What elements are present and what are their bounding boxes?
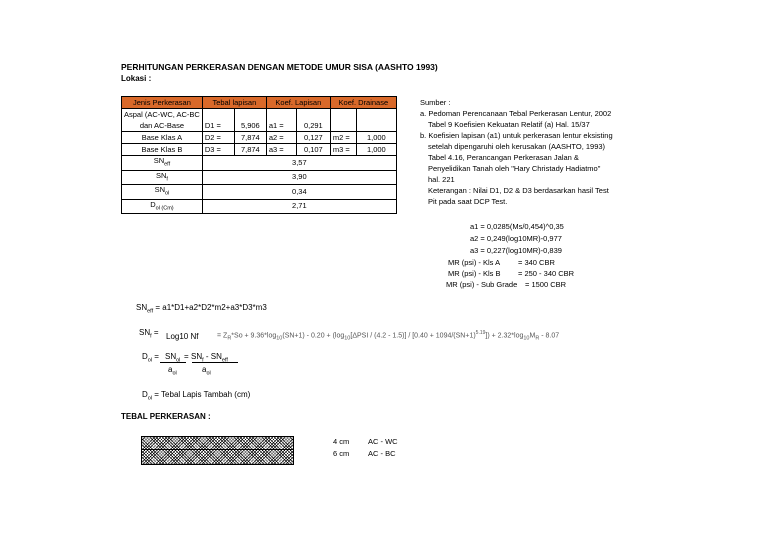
cell-m1-label — [330, 109, 356, 132]
header-koef-drainase: Koef. Drainase — [330, 97, 396, 109]
mr-value: = 250 - 340 CBR — [518, 269, 575, 278]
d-ol-def-sub: ol — [147, 395, 153, 402]
table-row — [122, 109, 397, 132]
layer-name: AC - WC — [368, 437, 398, 446]
location-label: Lokasi : — [121, 74, 152, 83]
d-ol-den2-sub: ol — [206, 370, 211, 377]
sn-f-sub: f — [166, 176, 168, 182]
header-koef-lapisan: Koef. Lapisan — [266, 97, 330, 109]
mr-value: = 1500 CBR — [525, 280, 567, 289]
cell-m2-label: m2 = — [330, 132, 356, 144]
cell-m3-value: 1,000 — [356, 144, 396, 156]
source-line: b. Koefisien lapisan (a1) untuk perkerasan lentur eksisting — [420, 131, 613, 140]
aashto-part: M — [529, 332, 536, 340]
sn-eff-sub: eff — [164, 161, 171, 168]
d-ol-lhs: D — [142, 352, 148, 361]
mr-label: MR (psi) - Kls A — [448, 258, 501, 267]
formula-a2: a2 = 0,249(log10MR)-0,977 — [470, 234, 562, 243]
formula-a3: a3 = 0,227(log10MR)-0,839 — [470, 246, 562, 255]
row-label-aspal-line1: Aspal (AC-WC, AC-BC — [124, 110, 200, 119]
source-line: Tabel 9 Koefisien Kekuatan Relatif (a) Hal. 15/37 — [428, 120, 590, 129]
sources-block — [420, 97, 613, 207]
formula-sn-f-lhs — [139, 328, 159, 340]
fraction-bar-1 — [160, 362, 186, 363]
table-row — [122, 199, 397, 214]
cell-m1-value — [356, 109, 396, 132]
table-header-row — [122, 97, 397, 109]
cell-d1-value: 5,906 — [234, 109, 266, 132]
cell-m2-value: 1,000 — [356, 132, 396, 144]
layer-divider — [141, 449, 294, 450]
mr-row — [446, 280, 517, 289]
sn-eff-text: SN — [153, 156, 165, 165]
source-line: setelah dipengaruhi oleh kerusakan (AASHTO, 1993) — [428, 142, 606, 151]
label-sn-eff — [122, 156, 203, 171]
cell-d3-value: 7,874 — [234, 144, 266, 156]
formula-a1: a1 = 0,0285(Ms/0,454)^0,35 — [470, 222, 564, 231]
d-ol-eq1: = — [154, 352, 159, 361]
source-line: Keterangan : Nilai D1, D2 & D3 berdasarkan hasil Test — [428, 186, 609, 195]
cell-a3-label: a3 = — [266, 144, 296, 156]
d-ol-minus: - SN — [203, 352, 222, 361]
aashto-part: = Z — [217, 332, 228, 340]
pavement-layer-hatch — [141, 436, 294, 465]
cell-a1-label: a1 = — [266, 109, 296, 132]
d-ol-minus-sub: eff — [221, 357, 228, 364]
d-ol-text: D — [150, 199, 156, 209]
formula-d-ol — [142, 352, 159, 364]
d-ol-def-lhs: D — [142, 390, 148, 399]
d-ol-den1: a — [168, 365, 173, 374]
sn-f-lhs-sub: f — [150, 333, 152, 340]
pavement-table — [121, 96, 397, 214]
aashto-part: (SN+1) - 0.20 + (log — [282, 332, 345, 340]
tebal-heading: TEBAL PERKERASAN : — [121, 412, 211, 421]
source-line: hal. 221 — [428, 175, 455, 184]
value-sn-ol: 0,34 — [202, 185, 396, 200]
aashto-part: [ΔPSI / (4.2 - 1.5)] / [0.40 + 1094/(SN+1) — [350, 332, 476, 340]
row-label-base-a: Base Klas A — [122, 132, 203, 144]
cell-d2-label: D2 = — [202, 132, 234, 144]
source-line: Penyelidikan Tanah oleh "Hary Christady Hadiatmo" — [428, 164, 601, 173]
d-ol-num2-sub: f — [202, 357, 204, 364]
value-d-ol: 2,71 — [202, 199, 396, 214]
header-jenis: Jenis Perkerasan — [122, 97, 203, 109]
d-ol-lhs-sub: ol — [147, 357, 153, 364]
formula-aashto: = $Z_R*So + 9.36*\log_{10}(SN+1) - 0.20 + (\log_{10}[\Delta PSI / (4.2 - 1.5)] / [0.40 + 1094/(SN+1)^{5.19}]) + 2.32*\log_{10}M_R - 8.07$ — [217, 330, 560, 342]
row-label-aspal-line2: dan AC-Base — [139, 121, 185, 130]
d-ol-definition — [142, 390, 250, 402]
sn-eff-lhs-sub: eff — [147, 308, 154, 315]
cell-a1-value: 0,291 — [296, 109, 330, 132]
d-ol-denominator2 — [202, 365, 211, 377]
row-label-aspal — [122, 109, 203, 132]
d-ol-def-rhs: = Tebal Lapis Tambah (cm) — [154, 390, 251, 399]
page-title: PERHITUNGAN PERKERASAN DENGAN METODE UMUR SISA (AASHTO 1993) — [121, 62, 438, 72]
table-row — [122, 144, 397, 156]
cell-a2-value: 0,127 — [296, 132, 330, 144]
d-ol-denominator1 — [168, 365, 177, 377]
formula-log-nf: Log10 Nf — [166, 332, 199, 341]
sn-ol-text: SN — [154, 185, 165, 194]
source-line: a. Pedoman Perencanaan Tebal Perkerasan Lentur, 2002 — [420, 109, 612, 118]
fraction-bar-2 — [192, 362, 238, 363]
sources-heading: Sumber : — [420, 98, 451, 107]
formula-sn-eff — [136, 303, 267, 315]
mr-label: MR (psi) - Kls B — [448, 269, 501, 278]
label-d-ol — [122, 199, 203, 214]
mr-label: MR (psi) - Sub Grade — [446, 280, 518, 289]
d-ol-num1: SN — [165, 352, 177, 361]
mr-row — [448, 269, 501, 278]
source-line: Tabel 4.16, Perancangan Perkerasan Jalan & — [428, 153, 579, 162]
d-ol-eq2: = — [184, 352, 189, 361]
sn-ol-sub: ol — [164, 190, 170, 197]
sn-f-eq: = — [153, 328, 159, 337]
d-ol-num2: SN — [191, 352, 203, 361]
layer-thickness: 4 cm — [333, 437, 350, 446]
sn-eff-rhs: = a1*D1+a2*D2*m2+a3*D3*m3 — [155, 303, 267, 312]
aashto-part: ]) + 2.32*log — [485, 332, 524, 340]
sn-f-text: SN — [155, 170, 167, 180]
layer-name: AC - BC — [368, 449, 396, 458]
mr-row — [448, 258, 500, 267]
table-row — [122, 185, 397, 200]
cell-d2-value: 7,874 — [234, 132, 266, 144]
value-sn-eff: 3,57 — [202, 156, 396, 171]
cell-d1-label: D1 = — [202, 109, 234, 132]
value-sn-f: 3,90 — [202, 170, 396, 185]
cell-d3-label: D3 = — [202, 144, 234, 156]
mr-value: = 340 CBR — [518, 258, 555, 267]
sn-f-lhs-text: SN — [139, 328, 151, 337]
table-row — [122, 156, 397, 171]
table-row — [122, 170, 397, 185]
aashto-part: *So + 9.36*log — [231, 332, 277, 340]
d-ol-den1-sub: ol — [172, 370, 177, 377]
d-ol-sub: ol (Cm) — [155, 205, 174, 211]
cell-m3-label: m3 = — [330, 144, 356, 156]
aashto-part: - 8.07 — [539, 332, 560, 340]
d-ol-den2: a — [202, 365, 207, 374]
source-line: Pit pada saat DCP Test. — [428, 197, 508, 206]
cell-a3-value: 0,107 — [296, 144, 330, 156]
table-row — [122, 132, 397, 144]
cell-a2-label: a2 = — [266, 132, 296, 144]
label-sn-ol — [122, 185, 203, 200]
header-tebal: Tebal lapisan — [202, 97, 266, 109]
label-sn-f — [122, 170, 203, 185]
row-label-base-b: Base Klas B — [122, 144, 203, 156]
sn-eff-lhs: SN — [136, 303, 148, 312]
d-ol-num1-sub: ol — [176, 357, 181, 364]
layer-thickness: 6 cm — [333, 449, 350, 458]
